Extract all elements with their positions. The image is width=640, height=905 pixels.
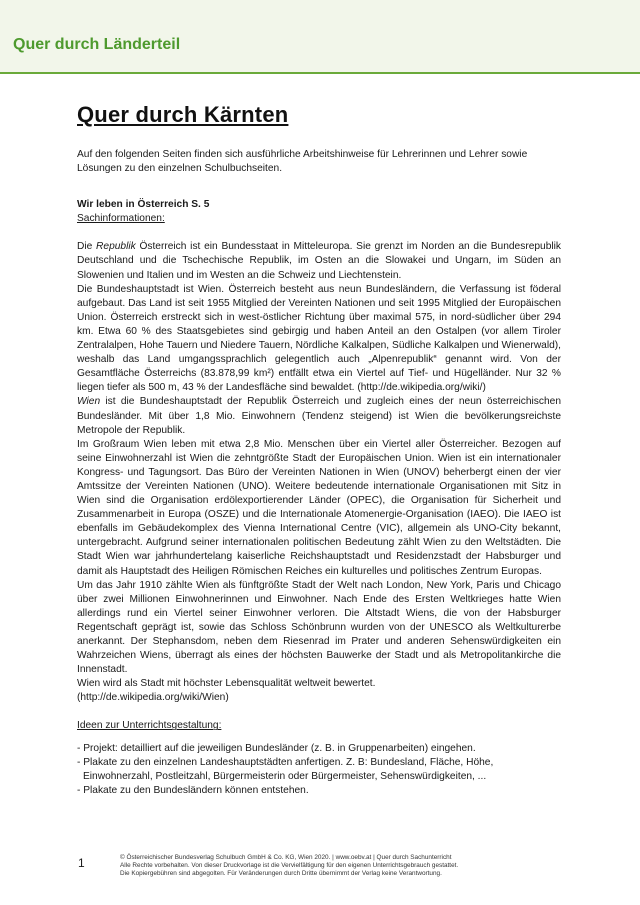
page-title: Quer durch Kärnten (77, 102, 289, 127)
p3-rest: ist die Bundeshauptstadt der Republik Österreich und zugleich eines der neun österreichischen Bundesländer. Mit über 1,8 Mio. Einwohnern (Tendenz steigend) ist Wien die bevölkerungsreichste Metropole der Republik. (77, 396, 561, 436)
list-item: - Projekt: detailliert auf die jeweiligen Bundesländer (z. B. in Gruppenarbeiten) eingehen. (77, 742, 476, 754)
paragraph-wien (77, 395, 561, 437)
paragraph-republik (77, 240, 561, 282)
paragraph-quelle: (http://de.wikipedia.org/wiki/Wien) (77, 692, 229, 704)
footer-line: Alle Rechte vorbehalten. Von dieser Druckvorlage ist die Vervielfältigung für den eigenen Unterrichtsgebrauch gestattet. (120, 862, 459, 870)
paragraph-geschichte: Um das Jahr 1910 zählte Wien als fünftgrößte Stadt der Welt nach London, New York, Paris und Chicago über zwei Millionen Einwohnerinnen und Einwohner. Nach Ende des Ersten Weltkrieges hatte Wien allerdings rund ein Viertel seiner Einwohner verloren. Die Altstadt Wiens, die von der Habsburger Regentschaft geprägt ist, sowie das Schloss Schönbrunn wurden von der UNESCO als Weltkulturerbe anerkannt. Der Stephansdom, neben dem Riesenrad im Prater und anderen Sehenswürdigkeiten ein Wahrzeichen Wiens, überragt als eines der höchsten Bauwerke der Stadt und als Metropolitankirche die Innenstadt. (77, 579, 561, 676)
list-item: Einwohnerzahl, Postleitzahl, Bürgermeisterin oder Bürgermeister, Sehenswürdigkeiten, ... (83, 770, 487, 782)
ideas-title: Ideen zur Unterrichtsgestaltung: (77, 720, 222, 732)
list-item: - Plakate zu den Bundesländern können entstehen. (77, 784, 309, 796)
paragraph-grossraum: Im Großraum Wien leben mit etwa 2,8 Mio. Menschen über ein Viertel aller Österreicher. Bezogen auf seine Einwohnerzahl ist Wien die zehntgrößte Stadt der Europäischen Union. Wien ist ein internationaler Kongress- und Tagungsort. Das Büro der Vereinten Nationen in Wien (UNOV) beherbergt einen der vier Amtssitze der Vereinten Nationen (UNO). Weitere bedeutende internationale Organisationen mit Sitz in Wien sind die Organisation erdölexportierender Länder (OPEC), die Organisation für Sicherheit und Zusammenarbeit in Europa (OSZE) und die Internationale Atomenergie-Organisation (IAEO). Die IAEO ist ebenfalls im Gebäudekomplex des Vienna International Centre (VIC), allgemein als UNO-City bekannt, untergebracht. Aufgrund seiner internationalen politischen Bedeutung zählt Wien zu den Weltstädten. Die Stadt Wien war jahrhundertelang kaiserliche Reichshauptstadt und Residenzstadt der Habsburger und damit als Hauptstadt des Heiligen Römischen Reiches ein kulturelles und politisches Zentrum Europas. (77, 438, 561, 577)
list-item: - Plakate zu den einzelnen Landeshauptstädten anfertigen. Z. B: Bundesland, Fläche, Höhe, (77, 756, 494, 768)
footer-line: © Österreichischer Bundesverlag Schulbuch GmbH & Co. KG, Wien 2020. | www.oebv.at | Quer durch Sachunterricht (120, 854, 452, 861)
intro-text: Auf den folgenden Seiten finden sich ausführliche Arbeitshinweise für Lehrerinnen und Lehrer sowie Lösungen zu den einzelnen Schulbuchseiten. (77, 149, 528, 175)
footer-line: Die Kopiergebühren sind abgegolten. Für Veränderungen durch Dritte übernimmt der Verlag keine Verantwortung. (120, 870, 442, 878)
p1-emphasis: Republik (96, 241, 136, 253)
p1-rest: Österreich ist ein Bundesstaat in Mitteleuropa. Sie grenzt im Norden an die Bundesrepublik Deutschland und die Tschechische Republik, im Osten an die Slowakei und Ungarn, im Süden an Slowenien und Italien und im Westen an die Schweiz und Liechtenstein. (77, 241, 561, 281)
p1-pre: Die (77, 241, 97, 253)
paragraph-lebensqualitaet: Wien wird als Stadt mit höchster Lebensqualität weltweit bewertet. (77, 678, 376, 690)
copyright-notice (120, 854, 600, 879)
page-number: 1 (78, 856, 85, 870)
section-subtitle: Sachinformationen: (77, 213, 165, 225)
page-header (0, 0, 640, 72)
main-content (77, 102, 561, 798)
paragraph-bundeshauptstadt: Die Bundeshauptstadt ist Wien. Österreich besteht aus neun Bundesländern, die Verfassung ist föderal aufgebaut. Das Land ist seit 1955 Mitglied der Vereinten Nationen und seit 1995 Mitglied der Europäischen Union. Österreich erstreckt sich in west-östlicher Richtung über maximal 575, in nord-südlicher über 294 km. Etwa 60 % des Staatsgebietes sind gebirgig und haben Anteil an den Ostalpen (vor allem Tiroler Zentralalpen, Hohe Tauern und Niedere Tauern, Nördliche Kalkalpen, Südliche Kalkalpen und Wienerwald), weshalb das Land umgangssprachlich gelegentlich auch „Alpenrepublik“ genannt wird. Von der Gesamtfläche Österreichs (83.878,99 km²) entfällt etwa ein Viertel auf Tief- und Hügelländer. Nur 32 % liegen tiefer als 500 m, 43 % der Landesfläche sind bewaldet. (http://de.wikipedia.org/wiki/) (77, 283, 561, 394)
header-title: Quer durch Länderteil (13, 36, 181, 53)
p3-emphasis: Wien (77, 396, 101, 408)
header-divider (0, 72, 640, 74)
ideas-list (77, 742, 561, 798)
section-title: Wir leben in Österreich S. 5 (77, 199, 210, 211)
